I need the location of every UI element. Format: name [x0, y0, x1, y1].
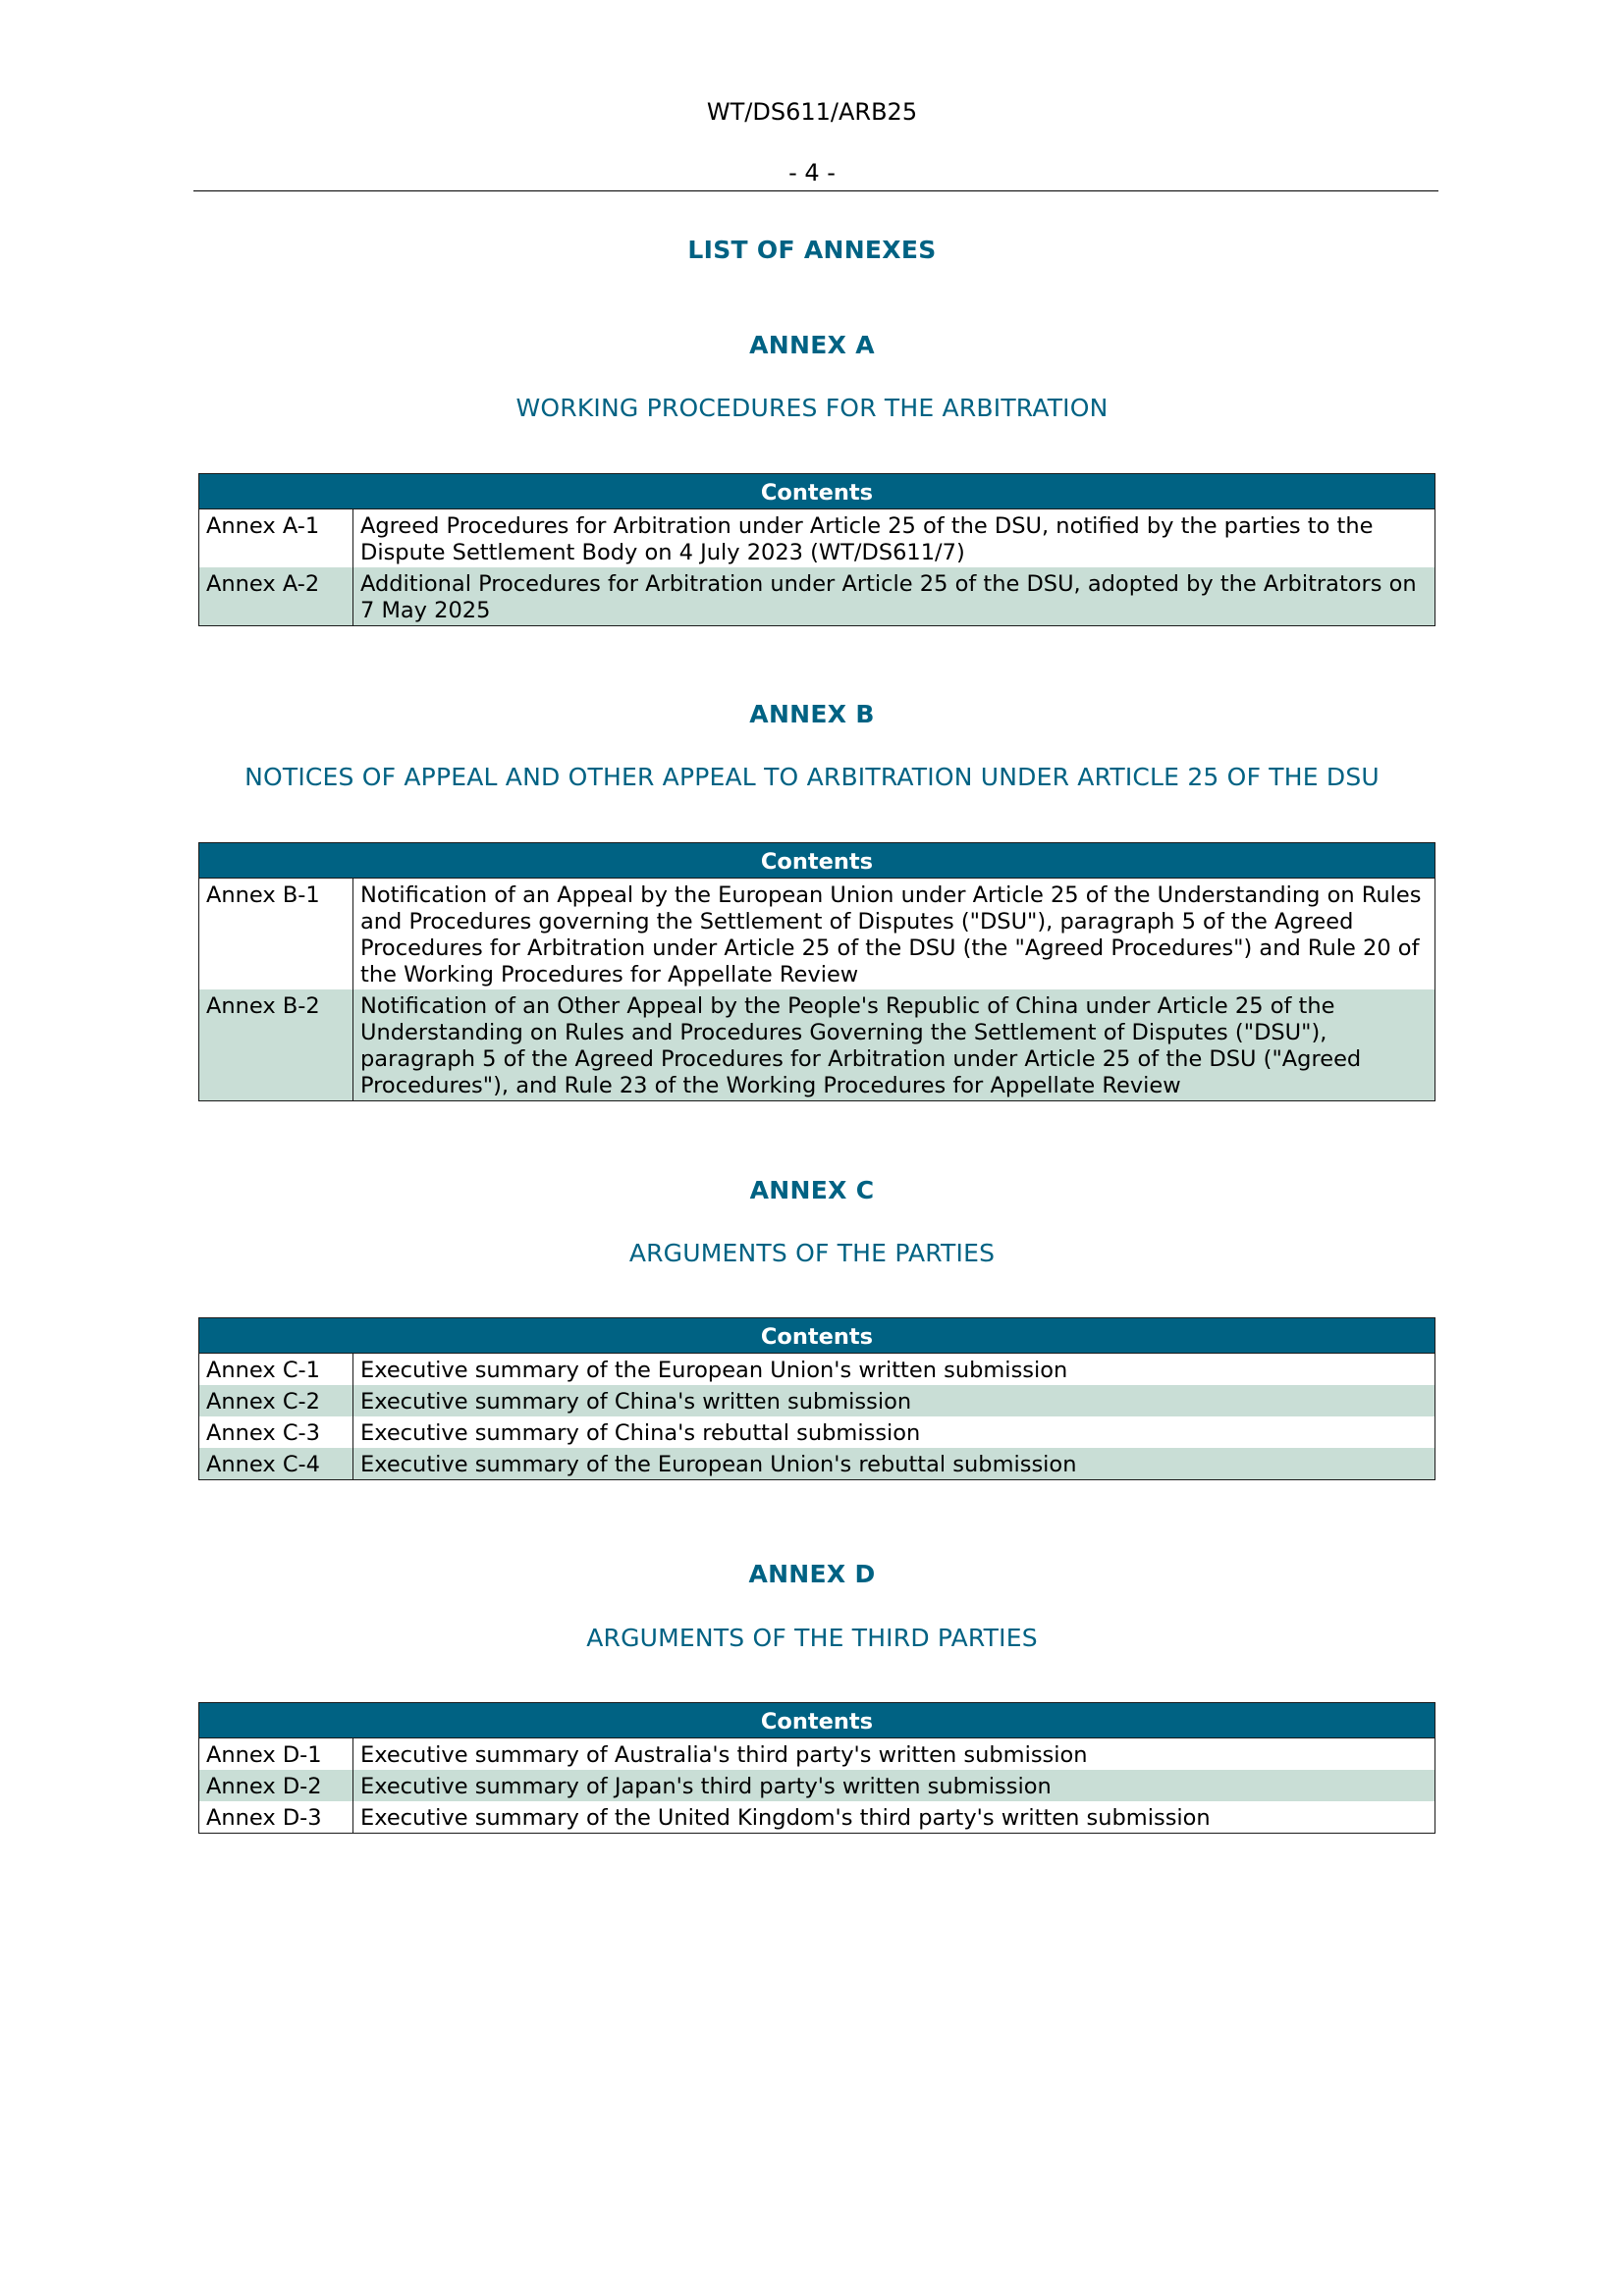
table-row	[199, 1416, 1435, 1448]
annex-label: Annex B-1	[206, 882, 320, 908]
annex-c-subtitle: ARGUMENTS OF THE PARTIES	[628, 1239, 996, 1267]
annex-description: Executive summary of the European Union's rebuttal submission	[353, 1448, 1435, 1480]
table-header: Contents	[199, 843, 1435, 879]
annex-description: Notification of an Appeal by the European Union under Article 25 of the Understanding on Rules and Procedures governing the Settlement of Disputes ("DSU"), paragraph 5 of the Agreed Procedures for Arbitration under Article 25 of the DSU (the "Agreed Procedures") and Rule 20 of the Working Procedures for Appellate Review	[353, 879, 1435, 990]
annex-a-heading: ANNEX A	[749, 331, 875, 359]
annex-c-contents-table	[198, 1317, 1435, 1480]
annex-d-contents-table	[198, 1702, 1435, 1834]
annex-description: Executive summary of China's rebuttal submission	[353, 1416, 1435, 1448]
annex-label: Annex C-4	[199, 1448, 353, 1480]
annex-label: Annex A-2	[199, 567, 353, 626]
annex-c-heading: ANNEX C	[749, 1176, 875, 1204]
page-number: - 4 -	[788, 159, 836, 187]
document-reference: WT/DS611/ARB25	[706, 98, 918, 126]
table-row	[199, 879, 1435, 990]
annex-description: Executive summary of China's written submission	[353, 1385, 1435, 1416]
annex-b-subtitle: NOTICES OF APPEAL AND OTHER APPEAL TO ARBITRATION UNDER ARTICLE 25 OF THE DSU	[244, 763, 1380, 791]
table-row	[199, 1770, 1435, 1801]
table-header: Contents	[199, 1703, 1435, 1738]
annex-description: Executive summary of Japan's third party's written submission	[353, 1770, 1435, 1801]
annex-label: Annex C-1	[206, 1358, 320, 1383]
table-row	[199, 1385, 1435, 1416]
annex-b-contents-table	[198, 842, 1435, 1101]
table-row	[199, 1448, 1435, 1480]
annex-label: Annex C-2	[199, 1385, 353, 1416]
table-row	[199, 567, 1435, 626]
annex-label: Annex C-3	[206, 1420, 320, 1446]
annex-a-subtitle: WORKING PROCEDURES FOR THE ARBITRATION	[515, 394, 1109, 422]
annex-d-subtitle: ARGUMENTS OF THE THIRD PARTIES	[586, 1624, 1038, 1652]
table-header: Contents	[199, 1318, 1435, 1354]
table-row	[199, 989, 1435, 1101]
annex-description: Executive summary of the United Kingdom's third party's written submission	[353, 1801, 1435, 1834]
table-header: Contents	[199, 474, 1435, 509]
header-divider	[193, 190, 1438, 191]
table-row	[199, 509, 1435, 568]
annex-label: Annex A-1	[206, 513, 320, 539]
annex-label: Annex D-3	[206, 1805, 322, 1831]
annex-label: Annex D-2	[199, 1770, 353, 1801]
annex-description: Additional Procedures for Arbitration under Article 25 of the DSU, adopted by the Arbitrators on 7 May 2025	[353, 567, 1435, 626]
annex-description: Executive summary of the European Union's written submission	[353, 1354, 1435, 1386]
annex-description: Notification of an Other Appeal by the People's Republic of China under Article 25 of the Understanding on Rules and Procedures Governing the Settlement of Disputes ("DSU"), paragraph 5 of the Agreed Procedures for Arbitration under Article 25 of the DSU ("Agreed Procedures"), and Rule 23 of the Working Procedures for Appellate Review	[353, 989, 1435, 1101]
annex-label: Annex B-2	[199, 989, 353, 1101]
table-row	[199, 1738, 1435, 1771]
annex-b-heading: ANNEX B	[749, 700, 875, 728]
annex-description: Agreed Procedures for Arbitration under Article 25 of the DSU, notified by the parties to the Dispute Settlement Body on 4 July 2023 (WT/DS611/7)	[353, 509, 1435, 568]
page-title: LIST OF ANNEXES	[687, 236, 937, 264]
annex-d-heading: ANNEX D	[748, 1560, 876, 1588]
table-row	[199, 1354, 1435, 1386]
table-row	[199, 1801, 1435, 1834]
annex-a-contents-table	[198, 473, 1435, 626]
annex-description: Executive summary of Australia's third party's written submission	[353, 1738, 1435, 1771]
annex-label: Annex D-1	[206, 1742, 322, 1768]
